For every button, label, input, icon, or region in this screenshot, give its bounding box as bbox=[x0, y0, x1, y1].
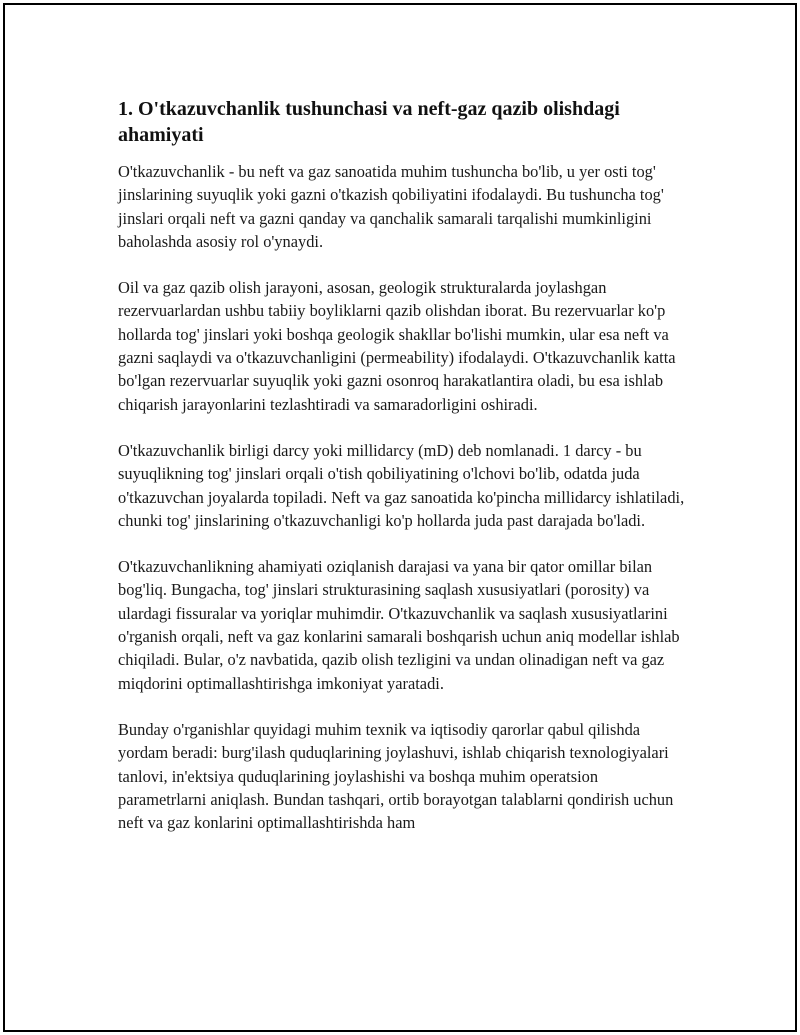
paragraph-3: O'tkazuvchanlik birligi darcy yoki millidarcy (mD) deb nomlanadi. 1 darcy - bu suyuqlikning tog' jinslari orqali o'tish qobiliyatining o'lchovi bo'lib, odatda juda o'tkazuvchan joyalarda topiladi. Neft va gaz sanoatida ko'pincha millidarcy ishlatiladi, chunki tog' jinslarining o'tkazuvchanligi ko'p hollarda juda past darajada bo'ladi. bbox=[118, 440, 685, 530]
paragraph-2: Oil va gaz qazib olish jarayoni, asosan, geologik strukturalarda joylashgan rezervuarlardan ushbu tabiiy boyliklarni qazib olishdan iborat. Bu rezervuarlar ko'p hollarda tog' jinslari yoki boshqa geologik shakllar bo'lishi mumkin, ular esa neft va gazni saqlaydi va o'tkazuvchanligini (permeability) ifodalaydi. O'tkazuvchanlik katta bo'lgan rezervuarlar suyuqlik yoki gazni osonroq harakatlantira oladi, bu esa ishlab chiqarish jarayonlarini tezlashtiradi va samaradorligini oshiradi. bbox=[118, 278, 676, 414]
document-content bbox=[118, 96, 688, 857]
paragraph-4: O'tkazuvchanlikning ahamiyati oziqlanish darajasi va yana bir qator omillar bilan bog'liq. Bungacha, tog' jinslari strukturasining saqlash xususiyatlari (porosity) va ulardagi fissuralar va yoriqlar muhimdir. O'tkazuvchanlik va saqlash xususiyatlarini o'rganish orqali, neft va gaz konlarini samarali boshqarish uchun aniq modellar ishlab chiqiladi. Bular, o'z navbatida, qazib olish tezligini va undan olinadigan neft va gaz miqdorini optimallashtirishga imkoniyat yaratadi. bbox=[118, 557, 680, 693]
paragraph-1: O'tkazuvchanlik - bu neft va gaz sanoatida muhim tushuncha bo'lib, u yer osti tog' jinslarining suyuqlik yoki gazni o'tkazish qobiliyatini ifodalaydi. Bu tushuncha tog' jinslari orqali neft va gazni qanday va qanchalik samarali tarqalishi mumkinligini baholashda asosiy rol o'ynaydi. bbox=[118, 162, 664, 251]
section-heading: 1. O'tkazuvchanlik tushunchasi va neft-gaz qazib olishdagi ahamiyati bbox=[118, 98, 620, 146]
paragraph-5: Bunday o'rganishlar quyidagi muhim texnik va iqtisodiy qarorlar qabul qilishda yordam beradi: burg'ilash quduqlarining joylashuvi, ishlab chiqarish texnologiyalari tanlovi, in'ektsiya quduqlarining joylashishi va boshqa muhim operatsion parametrlarni aniqlash. Bundan tashqari, ortib borayotgan talablarni qondirish uchun neft va gaz konlarini optimallashtirishda ham bbox=[118, 719, 674, 833]
